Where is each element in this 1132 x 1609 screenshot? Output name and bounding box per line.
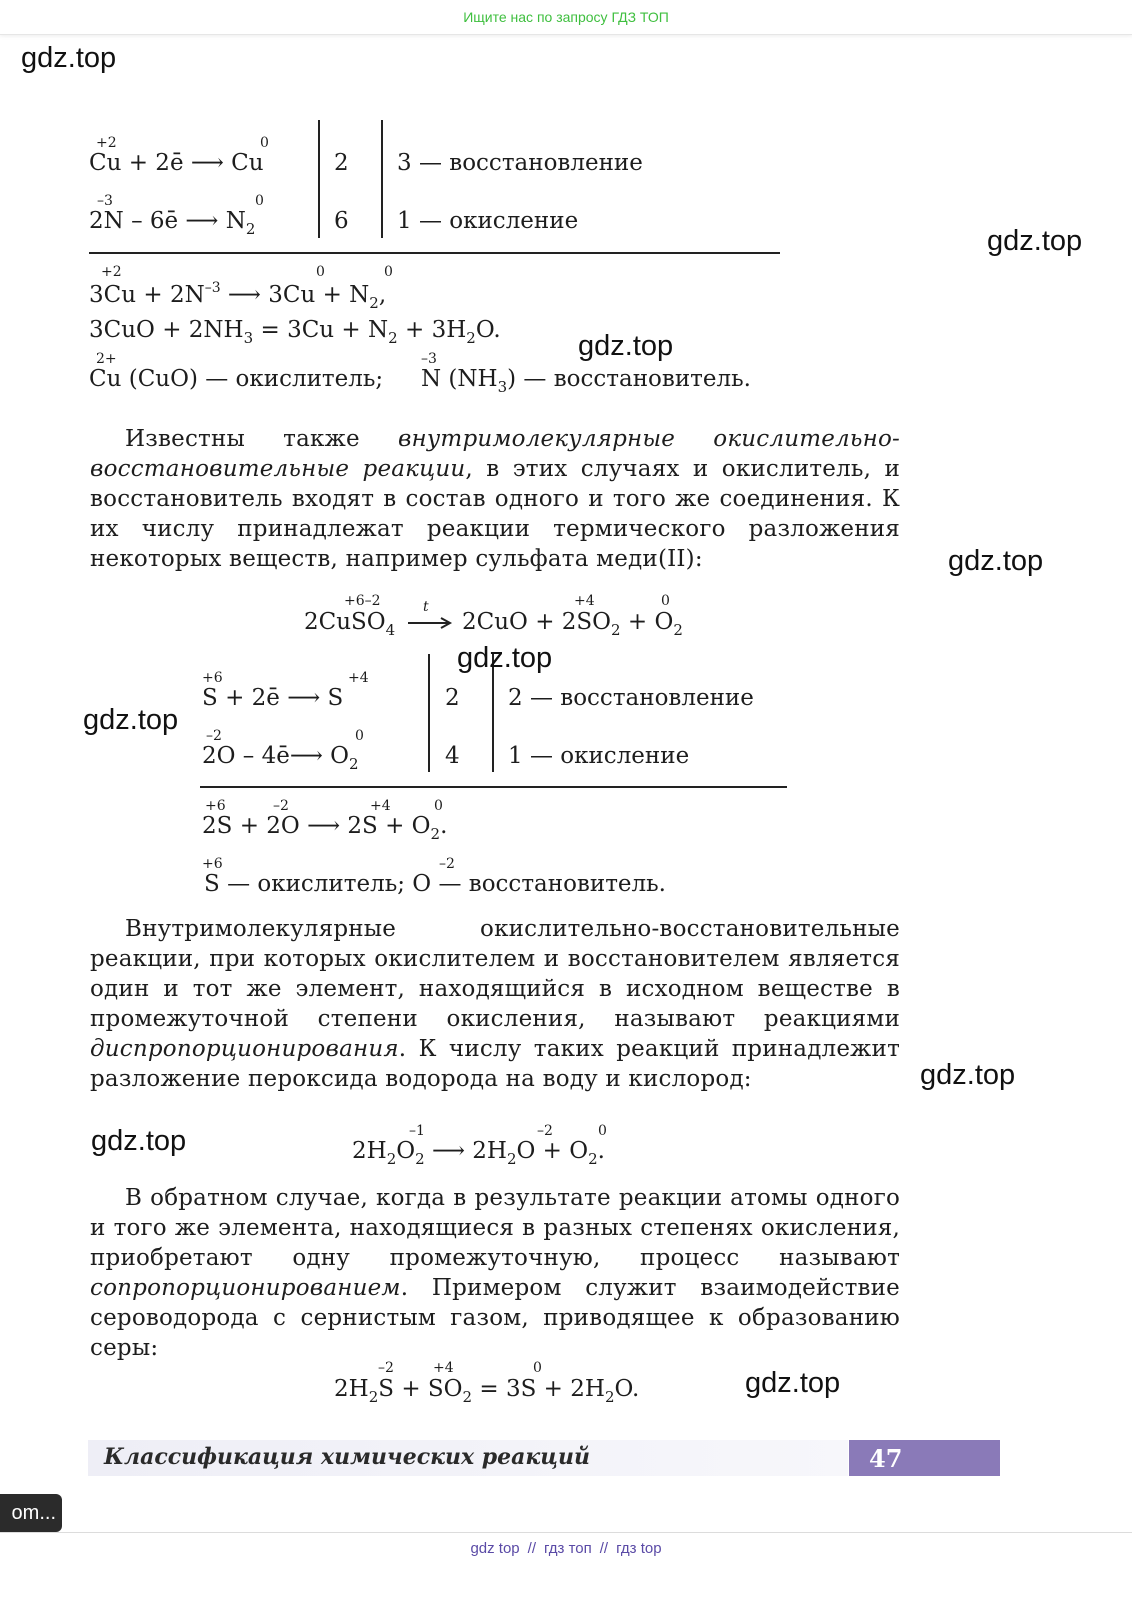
coefficient-label: 1 — окисление [397, 208, 579, 234]
oxidation-state: +4 [574, 593, 595, 609]
bottom-link[interactable]: gdz top [470, 1539, 520, 1557]
oxidation-state: –2 [378, 1360, 394, 1376]
watermark: gdz.top [21, 42, 117, 74]
chapter-title: Классификация химических реакций [104, 1444, 590, 1470]
oxidation-state: +6 [205, 798, 226, 814]
link-separator: // [599, 1539, 609, 1557]
watermark: gdz.top [920, 1059, 1016, 1091]
oxidation-state: +4 [348, 670, 369, 686]
link-separator: // [527, 1539, 536, 1557]
molecular-equation-1: $3CuO + 2NH_3 = 3Cu + N_2 + 3H_2O$. [89, 317, 501, 347]
oxidation-state: –2 [537, 1123, 553, 1139]
divider-vertical [318, 120, 320, 238]
watermark: gdz.top [457, 642, 553, 674]
half-reaction-oxidation: 2N – 6ē ⟶ $N_2$ [89, 208, 256, 238]
oxidation-state: 0 [598, 1123, 607, 1139]
coefficient-label: 3 — восстановление [397, 150, 643, 176]
oxidation-state: +6–2 [344, 593, 381, 609]
watermark: gdz.top [83, 704, 179, 736]
page-number: 47 [849, 1440, 1000, 1476]
reaction-arrow-icon [408, 617, 454, 629]
oxidation-state: –2 [439, 856, 455, 872]
side-tab-button[interactable] [0, 1494, 62, 1532]
bottom-link-bar [0, 1532, 1132, 1563]
side-tab-label: om... [11, 1501, 56, 1524]
oxidation-state: 0 [434, 798, 443, 814]
oxidation-state: –2 [206, 728, 222, 744]
watermark: gdz.top [91, 1125, 187, 1157]
divider-horizontal [89, 252, 780, 254]
half-reaction-reduction: S + 2ē ⟶ S [202, 685, 344, 711]
watermark: gdz.top [948, 545, 1044, 577]
oxidation-state: 0 [260, 135, 269, 151]
oxidation-state: 0 [533, 1360, 542, 1376]
oxidation-state: +2 [101, 264, 122, 280]
electron-count: 2 [334, 150, 349, 176]
half-reaction-oxidation: 2O – 4ē⟶ $O_2$ [202, 743, 359, 773]
divider-horizontal [200, 786, 787, 788]
oxidation-state: 0 [661, 593, 670, 609]
half-reaction-reduction: Cu + 2ē ⟶ Cu [89, 150, 264, 176]
divider-vertical [428, 654, 430, 772]
oxidation-state: –3 [421, 351, 437, 367]
oxidation-state: +2 [96, 135, 117, 151]
watermark: gdz.top [745, 1367, 841, 1399]
watermark: gdz.top [987, 225, 1083, 257]
oxidation-state: +4 [433, 1360, 454, 1376]
paragraph-intramolecular: Известны также внутримолекулярные окислительно-восстановительные реакции, в этих случаях и окислитель, и восстановитель входят в состав одного и того же соединения. К их числу принадлежат реакции термического разложения некоторых веществ, например сульфата меди(II): [90, 426, 900, 572]
top-notice-bar [0, 0, 1132, 35]
oxidation-state: 0 [316, 264, 325, 280]
oxidation-state: –3 [97, 193, 113, 209]
oxidation-state: 0 [255, 193, 264, 209]
oxidation-state: –1 [409, 1123, 425, 1139]
oxidation-state: 0 [384, 264, 393, 280]
coefficient-label: 1 — окисление [508, 743, 690, 769]
electron-count: 6 [334, 208, 349, 234]
oxidation-state: +6 [202, 670, 223, 686]
oxidation-state: +4 [370, 798, 391, 814]
oxidation-state: 2+ [96, 351, 117, 367]
oxidation-state: +6 [202, 856, 223, 872]
electron-count: 4 [445, 743, 460, 769]
watermark: gdz.top [578, 330, 674, 362]
arrow-heat-label: t [423, 599, 429, 615]
bottom-link[interactable]: гдз топ [544, 1539, 592, 1557]
paragraph-comproportionation: В обратном случае, когда в результате реакции атомы одного и того же элемента, находящиеся в разных степенях окисления, приобретают одну промежуточную, процесс называют сопропорционированием. Примером служит взаимодействие сероводорода с сернистым газом, приводящее к образованию серы: [90, 1185, 900, 1361]
divider-vertical [381, 120, 383, 238]
bottom-link[interactable]: гдз top [616, 1539, 662, 1557]
paragraph-disproportionation: Внутримолекулярные окислительно-восстановительные реакции, при которых окислителем и восстановителем является один и тот же элемент, находящийся в исходном веществе в промежуточной степени окисления, называют реакциями диспропорционирования. К числу таких реакций принадлежит разложение пероксида водорода на воду и кислород: [90, 916, 900, 1092]
oxidation-state: –2 [273, 798, 289, 814]
oxidation-state: 0 [355, 728, 364, 744]
coefficient-label: 2 — восстановление [508, 685, 754, 711]
electron-count: 2 [445, 685, 460, 711]
top-notice-text: Ищите нас по запросу ГДЗ ТОП [463, 9, 669, 25]
